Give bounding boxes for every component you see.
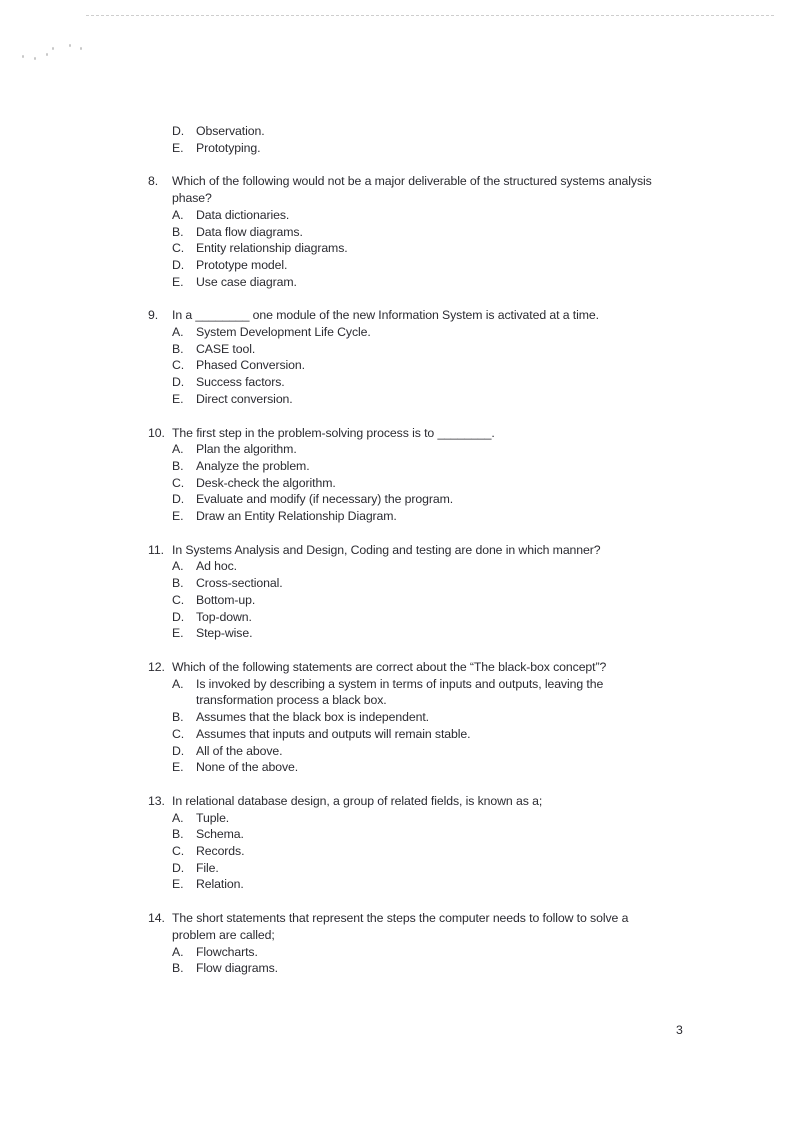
question-body <box>172 173 748 290</box>
option-row <box>172 558 748 575</box>
question-body <box>172 425 748 525</box>
option-text: Bottom-up. <box>196 592 256 607</box>
question-number: 8. <box>148 174 159 189</box>
question-number: 11. <box>148 542 164 557</box>
option-row <box>172 843 748 860</box>
option-row <box>172 508 748 525</box>
question-body <box>172 542 748 642</box>
option-letter: C. <box>172 241 185 256</box>
option-text: Relation. <box>196 877 244 892</box>
option-row <box>172 341 748 358</box>
option-row <box>172 240 748 257</box>
option-letter: B. <box>172 458 184 473</box>
option-text: Ad hoc. <box>196 559 238 574</box>
option-letter: B. <box>172 576 184 591</box>
option-row <box>172 960 748 977</box>
option-text <box>196 676 748 709</box>
option-row <box>172 441 748 458</box>
option-row <box>172 609 748 626</box>
option-text: CASE tool. <box>196 341 256 356</box>
option-text: Records. <box>196 844 245 859</box>
question-body <box>172 659 748 776</box>
option-row <box>172 860 748 877</box>
option-text: Prototype model. <box>196 257 288 272</box>
option-text: Entity relationship diagrams. <box>196 241 348 256</box>
scan-speck <box>69 44 71 47</box>
question-9 <box>148 307 748 407</box>
question-row <box>148 173 748 290</box>
option-text: Draw an Entity Relationship Diagram. <box>196 509 397 524</box>
option-row <box>172 374 748 391</box>
option-row <box>172 357 748 374</box>
page-number: 3 <box>676 1023 683 1037</box>
option-text: Data dictionaries. <box>196 207 290 222</box>
option-text: Evaluate and modify (if necessary) the program. <box>196 492 454 507</box>
question-text: The first step in the problem-solving process is to ________. <box>172 425 495 440</box>
option-text: Prototyping. <box>196 140 261 155</box>
scan-speck <box>34 57 36 60</box>
option-text: Assumes that the black box is independent. <box>196 710 430 725</box>
question-text: In relational database design, a group of related fields, is known as a; <box>172 793 543 808</box>
question-text: Which of the following statements are correct about the “The black-box concept”? <box>172 659 607 674</box>
option-text: Use case diagram. <box>196 274 297 289</box>
question-11 <box>148 542 748 642</box>
scan-speck <box>80 47 82 50</box>
option-row <box>172 759 748 776</box>
question-text: Which of the following would not be a major deliverable of the structured systems analysis <box>172 174 652 189</box>
option-row <box>172 224 748 241</box>
option-text: System Development Life Cycle. <box>196 325 371 340</box>
option-row <box>172 207 748 224</box>
question-row <box>148 542 748 642</box>
option-text: Observation. <box>196 124 265 138</box>
option-row <box>172 123 748 140</box>
option-row <box>172 324 748 341</box>
option-letter: D. <box>172 124 185 138</box>
question-text: The short statements that represent the steps the computer needs to follow to solve a <box>172 911 629 926</box>
option-text-line2: transformation process a black box. <box>196 693 387 708</box>
question-text: In Systems Analysis and Design, Coding and testing are done in which manner? <box>172 542 601 557</box>
option-letter: B. <box>172 224 184 239</box>
question-body <box>172 910 748 977</box>
option-letter: C. <box>172 475 185 490</box>
option-text: Success factors. <box>196 375 285 390</box>
option-text: Direct conversion. <box>196 391 293 406</box>
exam-content <box>148 123 748 977</box>
question-14 <box>148 910 748 977</box>
option-row <box>172 944 748 961</box>
question-12 <box>148 659 748 776</box>
question-number: 9. <box>148 308 159 323</box>
option-text: Analyze the problem. <box>196 458 310 473</box>
option-letter: B. <box>172 961 184 976</box>
option-row <box>172 475 748 492</box>
option-letter: D. <box>172 743 185 758</box>
question-number: 13. <box>148 793 165 808</box>
option-letter: D. <box>172 609 185 624</box>
option-letter: A. <box>172 810 184 825</box>
scan-speck <box>52 47 54 50</box>
option-text: All of the above. <box>196 743 283 758</box>
option-row <box>172 140 748 157</box>
option-letter: B. <box>172 341 184 356</box>
option-letter: B. <box>172 827 184 842</box>
prior-question-options <box>172 123 748 156</box>
option-letter: A. <box>172 559 184 574</box>
question-row <box>148 910 748 977</box>
question-row <box>148 659 748 776</box>
option-row <box>172 592 748 609</box>
option-row <box>172 726 748 743</box>
option-row <box>172 826 748 843</box>
option-letter: D. <box>172 375 185 390</box>
option-text: Flow diagrams. <box>196 961 278 976</box>
option-letter: E. <box>172 760 184 775</box>
option-text: Schema. <box>196 827 244 842</box>
question-number: 12. <box>148 659 165 674</box>
option-text: Assumes that inputs and outputs will remain stable. <box>196 726 471 741</box>
option-letter: D. <box>172 860 185 875</box>
question-number: 10. <box>148 425 165 440</box>
option-letter: A. <box>172 325 184 340</box>
option-row <box>172 575 748 592</box>
option-letter: A. <box>172 676 184 691</box>
option-row <box>172 676 748 709</box>
scan-speck <box>22 55 24 58</box>
option-letter: A. <box>172 944 184 959</box>
option-row <box>172 274 748 291</box>
option-row <box>172 625 748 642</box>
option-letter: C. <box>172 726 185 741</box>
option-text: File. <box>196 860 219 875</box>
option-text-line1: Is invoked by describing a system in terms of inputs and outputs, leaving the <box>196 676 604 691</box>
question-text-line2: problem are called; <box>172 927 275 942</box>
question-row <box>148 793 748 893</box>
option-text: Flowcharts. <box>196 944 258 959</box>
option-row <box>172 709 748 726</box>
option-text: Phased Conversion. <box>196 358 305 373</box>
option-letter: C. <box>172 358 185 373</box>
option-row <box>172 391 748 408</box>
option-letter: B. <box>172 710 184 725</box>
option-letter: C. <box>172 844 185 859</box>
option-letter: E. <box>172 877 184 892</box>
option-letter: A. <box>172 207 184 222</box>
option-row <box>172 458 748 475</box>
option-text: Tuple. <box>196 810 230 825</box>
option-letter: C. <box>172 592 185 607</box>
scan-speck <box>46 53 48 56</box>
option-text: Step-wise. <box>196 626 253 641</box>
option-letter: A. <box>172 442 184 457</box>
option-text: Cross-sectional. <box>196 576 283 591</box>
option-text: Top-down. <box>196 609 252 624</box>
option-text: Data flow diagrams. <box>196 224 303 239</box>
option-row <box>172 743 748 760</box>
option-letter: D. <box>172 492 185 507</box>
question-13 <box>148 793 748 893</box>
option-letter: E. <box>172 140 184 155</box>
option-letter: E. <box>172 274 184 289</box>
option-text: Plan the algorithm. <box>196 442 297 457</box>
option-letter: D. <box>172 257 185 272</box>
option-row <box>172 810 748 827</box>
question-10 <box>148 425 748 525</box>
question-body <box>172 793 748 893</box>
option-row <box>172 491 748 508</box>
scan-artifact-line <box>86 15 774 16</box>
question-number: 14. <box>148 911 165 926</box>
option-letter: E. <box>172 626 184 641</box>
question-text: In a ________ one module of the new Information System is activated at a time. <box>172 308 599 323</box>
option-text: Desk-check the algorithm. <box>196 475 336 490</box>
question-text-line2: phase? <box>172 191 212 206</box>
question-body <box>172 307 748 407</box>
option-letter: E. <box>172 391 184 406</box>
option-row <box>172 876 748 893</box>
question-row <box>148 307 748 407</box>
option-text: None of the above. <box>196 760 299 775</box>
question-8 <box>148 173 748 290</box>
option-row <box>172 257 748 274</box>
option-letter: E. <box>172 509 184 524</box>
question-row <box>148 425 748 525</box>
